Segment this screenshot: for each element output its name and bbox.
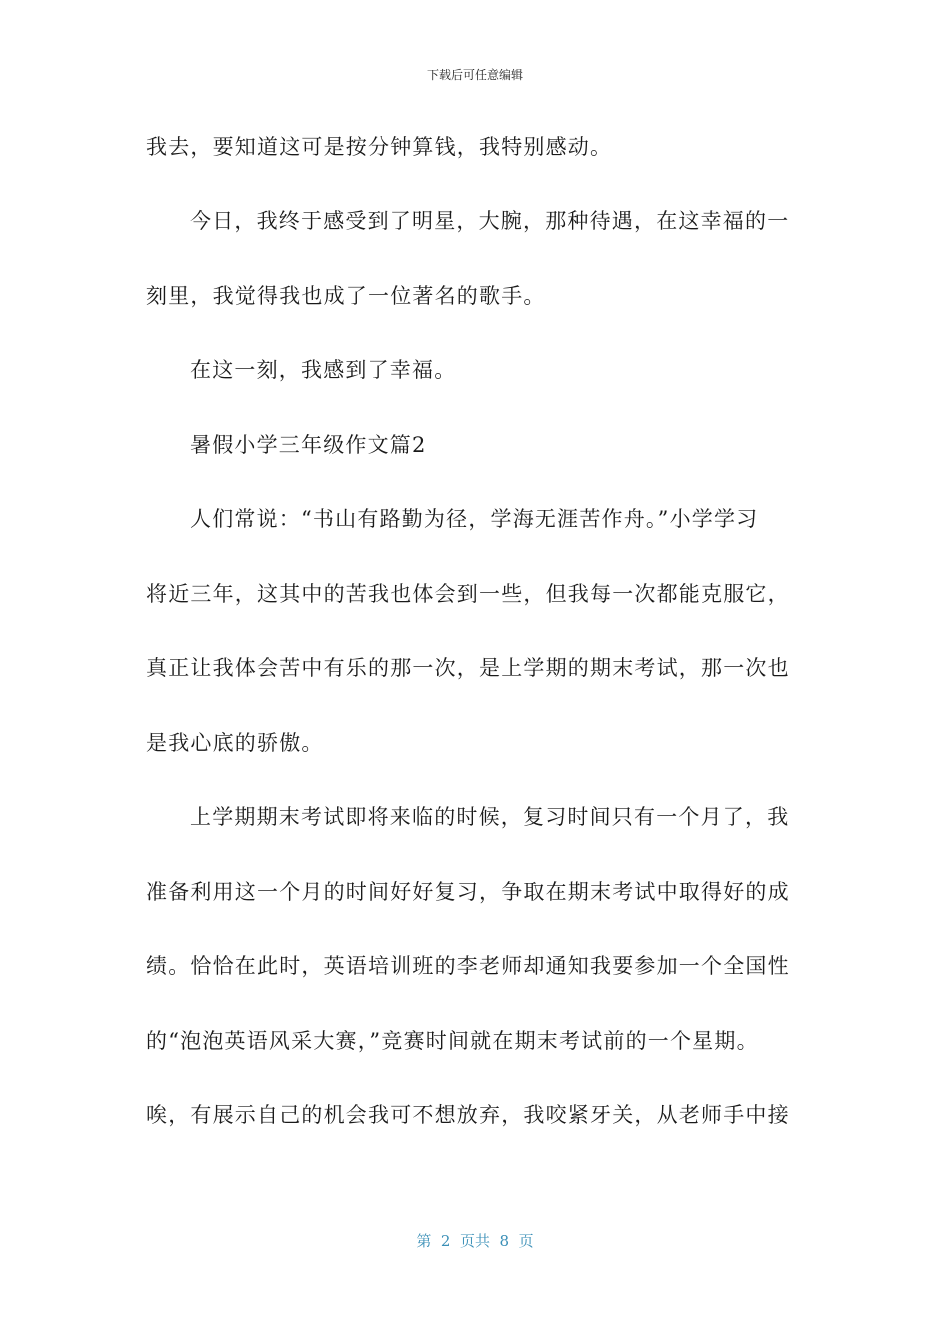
body-line: 人们常说：“书山有路勤为径，学海无涯苦作舟。”小学学习 [190,507,759,531]
body-line: 准备利用这一个月的时间好好复习，争取在期末考试中取得好的成 [146,880,790,904]
page-number-footer: 第 2 页共 8 页 [416,1232,534,1250]
body-line: 刻里，我觉得我也成了一位著名的歌手。 [146,284,546,308]
body-line: 唉，有展示自己的机会我可不想放弃，我咬紧牙关，从老师手中接 [146,1103,790,1127]
body-line: 将近三年，这其中的苦我也体会到一些，但我每一次都能克服它， [146,582,790,606]
page-header: 下载后可任意编辑 [426,68,523,82]
body-line: 在这一刻，我感到了幸福。 [190,358,457,382]
body-line: 是我心底的骄傲。 [146,731,324,755]
body-line: 我去，要知道这可是按分钟算钱，我特别感动。 [146,135,613,159]
section-heading: 暑假小学三年级作文篇2 [190,433,427,457]
body-line: 今日，我终于感受到了明星，大腕，那种待遇，在这幸福的一 [190,209,790,233]
body-line: 上学期期末考试即将来临的时候，复习时间只有一个月了，我 [190,805,790,829]
body-line: 绩。恰恰在此时，英语培训班的李老师却通知我要参加一个全国性 [146,954,790,978]
body-line: 的“泡泡英语风采大赛，”竞赛时间就在期末考试前的一个星期。 [146,1029,759,1053]
body-line: 真正让我体会苦中有乐的那一次，是上学期的期末考试，那一次也 [146,656,790,680]
